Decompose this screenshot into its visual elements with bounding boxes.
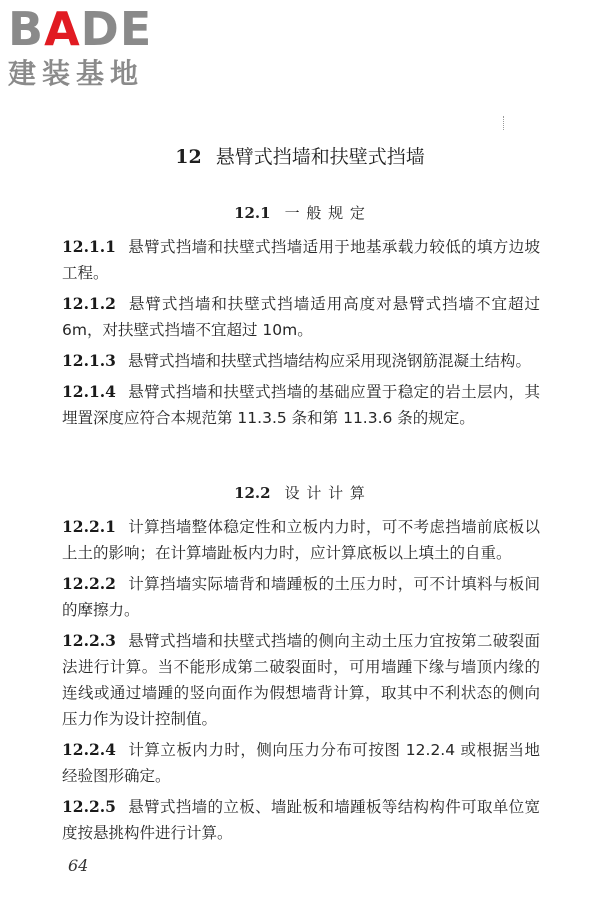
chapter-number: 12 [175, 146, 202, 168]
chapter-title [0, 142, 600, 169]
chapter-title-text: 悬臂式挡墙和扶壁式挡墙 [215, 146, 425, 168]
clause-12-1-1: 12.1.1 悬臂式挡墙和扶壁式挡墙适用于地基承载力较低的填方边坡工程。 [62, 237, 540, 282]
clause-12-2-3: 12.2.3 悬臂式挡墙和扶壁式挡墙的侧向主动土压力宜按第二破裂面法进行计算。当不能形成第二破裂面时，可用墙踵下缘与墙顶内缘的连线或通过墙踵的竖向面作为假想墙背计算，取其中不利状态的侧向压力作为设计控制值。 [62, 631, 540, 728]
section-12-2-clauses [62, 514, 540, 851]
clause-12-2-4: 12.2.4 计算立板内力时，侧向压力分布可按图 12.2.4 或根据当地经验图形确定。 [62, 740, 540, 785]
section-heading-12-1 [0, 202, 600, 223]
clause-12-2-5: 12.2.5 悬臂式挡墙的立板、墙趾板和墙踵板等结构构件可取单位宽度按悬挑构件进行计算。 [62, 797, 540, 842]
section-12-1-clauses [62, 234, 540, 436]
logo-subtitle: 建装基地 [8, 57, 145, 90]
scan-speck [503, 116, 506, 130]
section-heading-12-2 [0, 482, 600, 503]
clause-12-2-1: 12.2.1 计算挡墙整体稳定性和立板内力时，可不考虑挡墙前底板以上土的影响；在计算墙趾板内力时，应计算底板以上填土的自重。 [62, 517, 540, 562]
page-number: 64 [68, 856, 89, 875]
section-number: 12.2 [234, 484, 271, 502]
section-number: 12.1 [234, 204, 271, 222]
section-title: 设 计 计 算 [284, 484, 366, 502]
clause-12-2-2: 12.2.2 计算挡墙实际墙背和墙踵板的土压力时，可不计填料与板间的摩擦力。 [62, 574, 540, 619]
logo-wordmark: BADE [8, 2, 153, 56]
clause-12-1-2: 12.1.2 悬臂式挡墙和扶壁式挡墙适用高度对悬臂式挡墙不宜超过 6m，对扶壁式挡墙不宜超过 10m。 [62, 294, 540, 339]
logo [8, 4, 178, 92]
clause-12-1-4: 12.1.4 悬臂式挡墙和扶壁式挡墙的基础应置于稳定的岩土层内，其埋置深度应符合本规范第 11.3.5 条和第 11.3.6 条的规定。 [62, 382, 540, 427]
clause-12-1-3: 12.1.3 悬臂式挡墙和扶壁式挡墙结构应采用现浇钢筋混凝土结构。 [62, 351, 531, 370]
section-title: 一 般 规 定 [284, 204, 366, 222]
